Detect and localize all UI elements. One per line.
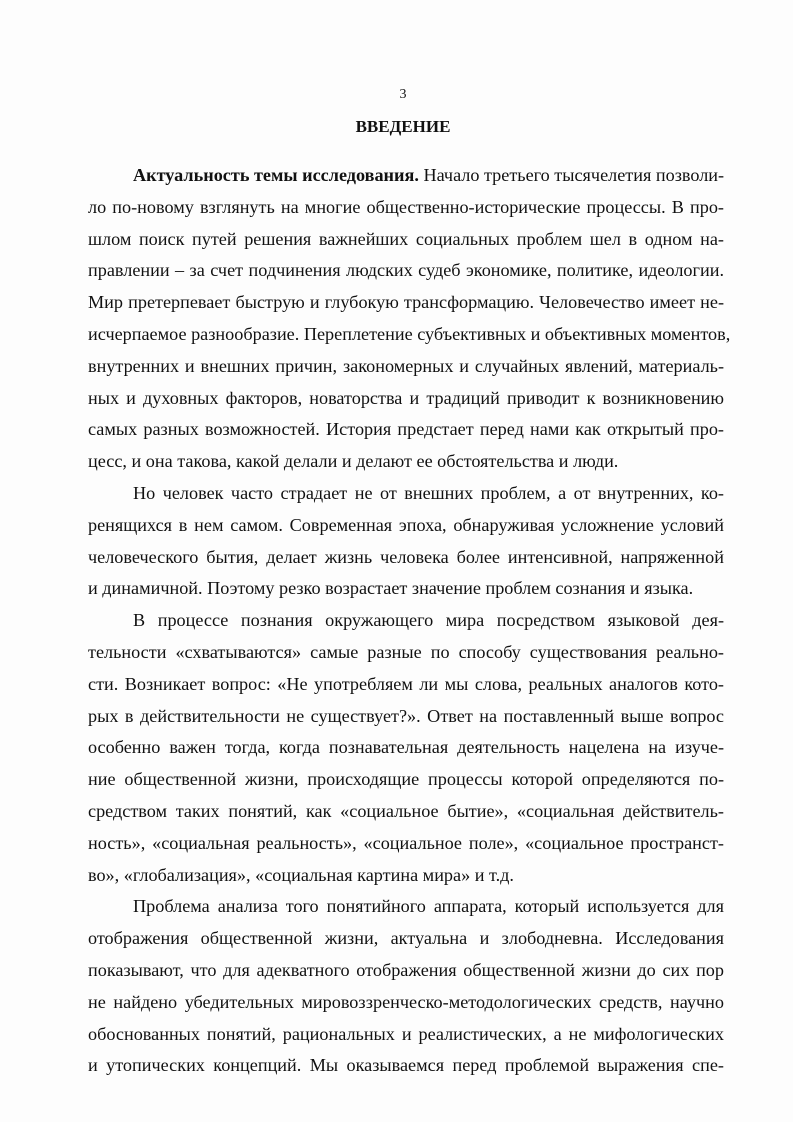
text-line: рых в действительности не существует?». Ответ на поставленный выше вопрос (88, 705, 724, 726)
text-line: отображения общественной жизни, актуальна и злободневна. Исследования (88, 928, 724, 949)
text-run: Начало третьего тысячелетия позволи- (418, 165, 725, 185)
text-line: ние общественной жизни, происходящие процессы которой определяются по- (88, 769, 724, 790)
text-line: и динамичной. Поэтому резко возрастает значение проблем сознания и языка. (88, 578, 694, 599)
page-title: ВВЕДЕНИЕ (355, 117, 451, 136)
text-line: показывают, что для адекватного отображения общественной жизни до сих пор (88, 959, 724, 980)
text-line: Проблема анализа того понятийного аппарата, который используется для (133, 896, 724, 917)
text-line: сти. Возникает вопрос: «Не употребляем ли мы слова, реальных аналогов кото- (88, 673, 724, 694)
text-line: В процессе познания окружающего мира посредством языковой дея- (133, 610, 724, 631)
page-number: 3 (399, 87, 407, 102)
text-line: внутренних и внешних причин, закономерных и случайных явлений, материаль- (88, 355, 724, 376)
text-line (88, 160, 724, 192)
text-line: правлении – за счет подчинения людских судеб экономике, политике, идеологии. (88, 260, 724, 281)
text-line: ных и духовных факторов, новаторства и традиций приводит к возникновению (88, 387, 724, 408)
text-line: ренящихся в нем самом. Современная эпоха, обнаруживая усложнение условий (88, 514, 724, 535)
text-line: Но человек часто страдает не от внешних проблем, а от внутренних, ко- (133, 482, 724, 503)
text-line: ность», «социальная реальность», «социальное поле», «социальное пространст- (88, 832, 724, 853)
paragraph-lead: Актуальность темы исследования. (133, 165, 419, 185)
document-body (88, 160, 731, 1082)
text-line: тельности «схватываются» самые разные по способу существования реально- (88, 641, 724, 662)
text-line: шлом поиск путей решения важнейших социальных проблем шел в одном на- (88, 228, 724, 249)
text-line: средством таких понятий, как «социальное бытие», «социальная действитель- (88, 800, 724, 821)
text-line: цесс, и она такова, какой делали и делают ее обстоятельства и люди. (88, 451, 619, 472)
text-line: человеческого бытия, делает жизнь человека более интенсивной, напряженной (88, 546, 724, 567)
text-line: Мир претерпевает быструю и глубокую трансформацию. Человечество имеет не- (88, 292, 724, 313)
text-line: самых разных возможностей. История предстает перед нами как открытый про- (88, 419, 724, 440)
text-line: не найдено убедительных мировоззренческо-методологических средств, научно (88, 991, 724, 1012)
text-line: исчерпаемое разнообразие. Переплетение субъективных и объективных моментов, (88, 323, 731, 344)
text-line: ло по-новому взглянуть на многие общественно-исторические процессы. В про- (88, 196, 724, 217)
text-line: обоснованных понятий, рациональных и реалистических, а не мифологических (88, 1023, 724, 1044)
text-line: во», «глобализация», «социальная картина мира» и т.д. (88, 864, 514, 885)
text-line: особенно важен тогда, когда познавательная деятельность нацелена на изуче- (88, 737, 724, 758)
text-line: и утопических концепций. Мы оказываемся перед проблемой выражения спе- (88, 1055, 724, 1076)
